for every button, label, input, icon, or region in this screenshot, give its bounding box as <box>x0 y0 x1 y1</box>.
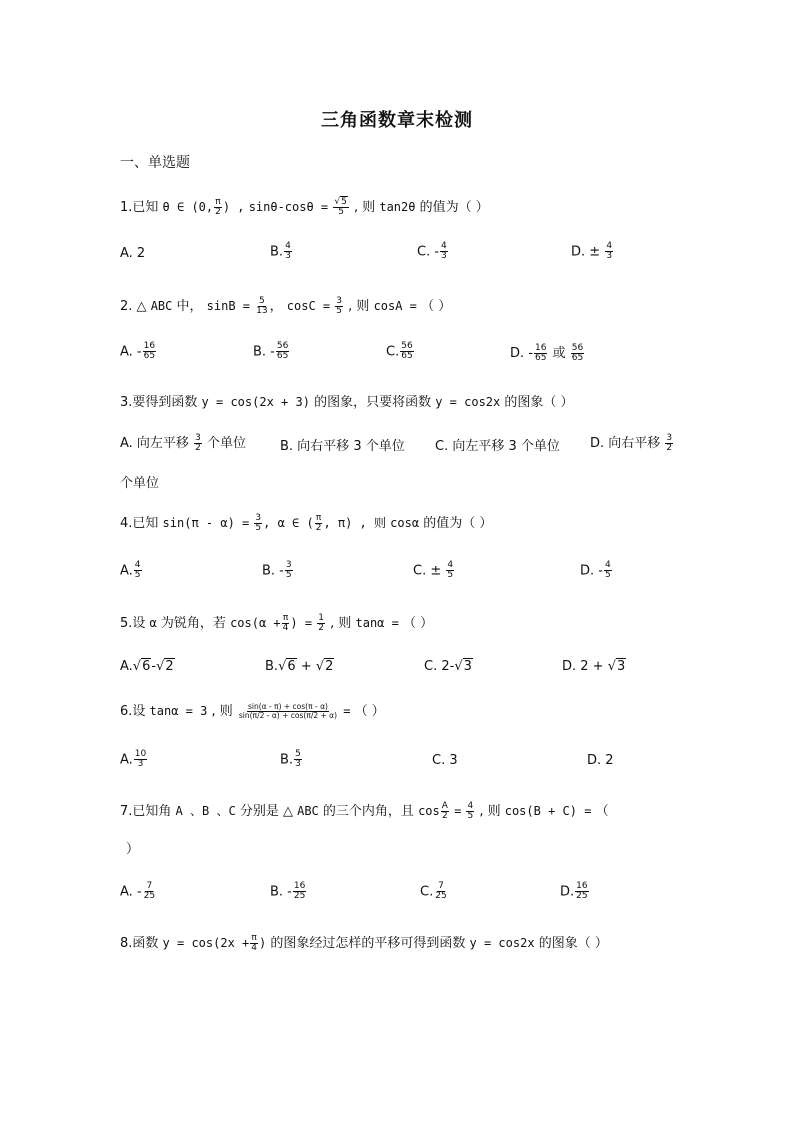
fraction-numerator: π <box>282 612 289 623</box>
q1-prefix: 1.已知 <box>120 200 159 215</box>
q2-target: cosA = <box>373 299 417 313</box>
section-heading: 一、单选题 <box>120 155 190 171</box>
q8-mid: 的图象经过怎样的平移可得到函数 <box>270 936 466 951</box>
question-5 <box>120 612 433 633</box>
question-6 <box>120 700 385 720</box>
fraction-numerator: 3 <box>666 432 673 443</box>
q5-prefix: 5.设 <box>120 616 146 631</box>
q2-option-d[interactable] <box>510 342 585 363</box>
fraction-denominator: 2 <box>318 623 324 633</box>
fraction-numerator: 5 <box>295 749 301 759</box>
option-label: C. ± <box>413 563 442 579</box>
option-fraction <box>440 242 448 262</box>
fraction-denominator: 25 <box>435 891 447 902</box>
q5-value <box>317 614 325 634</box>
q2-separator: ， <box>269 299 283 314</box>
fraction-numerator: 16 <box>576 881 588 891</box>
fraction-numerator: 3 <box>255 512 262 523</box>
fraction-numerator: 3 <box>336 295 343 306</box>
q5-option-d[interactable]: D. 2 + √3 <box>562 659 626 674</box>
question-7 <box>120 800 609 821</box>
q4-option-a[interactable] <box>120 561 143 581</box>
q1-tail: 的值为（ ） <box>419 200 489 215</box>
fraction-numerator: 7 <box>146 881 153 891</box>
q4-value <box>254 514 262 534</box>
fraction-denominator: 5 <box>604 570 611 581</box>
q8-tail: 的图象（ ） <box>538 936 608 951</box>
option-fraction <box>446 561 454 581</box>
option-label: B. - <box>270 884 292 900</box>
q6-tail: （ ） <box>354 704 385 719</box>
option-label: D. <box>560 884 575 900</box>
q2-option-c[interactable] <box>386 342 415 362</box>
q3-mid: 的图象，只要将函数 <box>314 395 432 410</box>
q1-condition: θ ∈ (0, <box>162 200 214 214</box>
q6-option-c[interactable] <box>432 753 458 768</box>
q7-mid-2: 的三个内角，且 <box>322 804 414 819</box>
q2-option-b[interactable] <box>253 342 290 362</box>
fraction-denominator: 25 <box>293 891 306 902</box>
question-4 <box>120 512 492 533</box>
radicand: 5 <box>341 196 347 207</box>
q8-function-2: y = cos2x <box>469 936 535 950</box>
q4-option-d[interactable] <box>580 561 613 581</box>
option-fraction <box>665 434 673 454</box>
fraction-numerator: sin(α - π) + cos(π - α) <box>247 702 328 712</box>
q8-prefix: 8.函数 <box>120 936 159 951</box>
fraction-denominator: 3 <box>441 251 447 262</box>
q1-option-b[interactable] <box>270 242 293 262</box>
option-label: C. 向左平移 3 个单位 <box>435 439 560 454</box>
q2-then: , 则 <box>348 299 370 314</box>
fraction-denominator: 2 <box>666 443 673 453</box>
q1-option-a[interactable] <box>120 246 145 261</box>
fraction-numerator: 16 <box>293 881 306 891</box>
q5-option-c[interactable]: C. 2-√3 <box>424 659 472 674</box>
question-1 <box>120 196 489 217</box>
q4-option-c[interactable] <box>413 561 455 581</box>
q2-option-a[interactable] <box>120 342 157 362</box>
fraction-numerator: 5 <box>259 295 265 306</box>
option-label: A. - <box>120 884 142 900</box>
fraction-denominator: 65 <box>143 351 156 362</box>
q2-sinb: sinB = <box>206 299 251 313</box>
fraction-numerator: 4 <box>447 560 454 570</box>
q7-mid: 分别是 △ <box>239 804 293 819</box>
option-label: A. <box>120 563 133 579</box>
q3-option-b[interactable] <box>280 435 405 454</box>
q1-option-d[interactable] <box>571 242 614 262</box>
option-label: D. 向右平移 <box>590 436 661 451</box>
fraction-numerator: 3 <box>285 560 292 570</box>
fraction-denominator: sin(π/2 - α) + cos(π/2 + α) <box>238 711 338 720</box>
q3-option-a[interactable] <box>120 432 246 453</box>
fraction-denominator: 13 <box>256 306 268 316</box>
option-label: C. 2- <box>424 659 455 674</box>
q7-prefix: 7.已知角 <box>120 804 172 819</box>
fraction-denominator: 3 <box>295 759 301 770</box>
question-7-continued <box>126 838 139 857</box>
fraction-denominator: 25 <box>576 891 588 902</box>
q2-cosc-value <box>335 297 343 317</box>
q5-alpha: α <box>149 616 157 630</box>
fraction-denominator: 65 <box>571 353 584 363</box>
option-label: B. <box>280 752 294 768</box>
option-fraction <box>276 342 289 362</box>
q7-half-angle <box>441 802 449 822</box>
fraction-numerator: 56 <box>571 342 584 353</box>
q4-expression: sin(π - α) = <box>162 516 250 530</box>
fraction-denominator: 5 <box>255 523 262 533</box>
fraction-numerator: π <box>215 196 221 207</box>
q7-tail: （ <box>595 804 609 819</box>
fraction-numerator: 1 <box>318 612 324 623</box>
fraction-denominator: 3 <box>606 251 613 262</box>
option-label: B. <box>270 244 284 260</box>
fraction-denominator: 5 <box>134 570 141 581</box>
fraction-numerator: A <box>441 800 448 811</box>
question-2 <box>120 295 451 316</box>
fraction-numerator: 4 <box>134 560 141 570</box>
option-label: D. - <box>580 563 603 579</box>
option-label: C. <box>386 344 400 360</box>
option-fraction <box>293 882 306 902</box>
q6-prefix: 6.设 <box>120 704 146 719</box>
q8-pi-over-4 <box>250 934 258 954</box>
fraction-numerator: 4 <box>441 241 447 251</box>
q6-fraction-expression <box>238 703 338 720</box>
q5-mid: 为锐角，若 <box>160 616 226 631</box>
question-3 <box>120 391 574 410</box>
option-unit: 个单位 <box>120 476 160 491</box>
q5-option-a[interactable]: A.√6-√2 <box>120 659 174 674</box>
q6-option-a[interactable] <box>120 750 148 770</box>
q2-prefix: 2. △ <box>120 299 147 314</box>
q2-sinb-value <box>255 297 268 317</box>
q5-target: tanα = <box>355 616 399 630</box>
option-label: A. - <box>120 344 142 360</box>
q3-option-c[interactable] <box>435 435 560 454</box>
q3-option-d-continued <box>120 472 159 491</box>
q7-option-c[interactable] <box>420 882 449 902</box>
fraction-denominator: 2 <box>315 523 322 533</box>
option-label: B. - <box>253 344 275 360</box>
option-unit: 个单位 <box>206 436 246 451</box>
option-fraction <box>400 342 413 362</box>
q2-tail: （ ） <box>421 299 452 314</box>
option-fraction <box>534 344 547 364</box>
option-operator: - <box>151 659 157 674</box>
fraction-numerator: 4 <box>467 800 474 811</box>
q7-equals: = <box>454 804 462 818</box>
fraction-denominator: 5 <box>447 570 454 581</box>
option-label: D. 2 <box>587 753 614 768</box>
q5-tail: （ ） <box>403 616 434 631</box>
fraction-denominator: 2 <box>195 443 201 453</box>
option-label: B. 向右平移 3 个单位 <box>280 439 405 454</box>
q4-option-b[interactable] <box>262 561 294 581</box>
option-label: D. 2 + <box>562 659 608 674</box>
q7-triangle: ABC <box>297 804 319 818</box>
q1-then: , 则 <box>353 200 376 215</box>
q3-function-1: y = cos(2x + 3) <box>201 395 310 409</box>
q6-equals: = <box>343 704 351 718</box>
q3-prefix: 3.要得到函数 <box>120 395 198 410</box>
fraction-denominator: 5 <box>336 306 343 316</box>
q4-pi-over-2 <box>315 514 323 534</box>
option-label: D. ± <box>571 244 601 260</box>
fraction-numerator: π <box>251 932 257 943</box>
q5-expression: cos(α + <box>230 616 281 630</box>
option-label: C. 3 <box>432 753 458 768</box>
q4-close: , π) , 则 <box>323 516 387 530</box>
fraction-numerator: √5 <box>334 196 347 207</box>
q6-then: , 则 <box>211 704 233 719</box>
fraction-denominator: 2 <box>441 811 448 821</box>
radicand: 6 <box>142 659 151 674</box>
q3-option-d[interactable] <box>590 432 674 453</box>
option-label: A. 向左平移 <box>120 436 189 451</box>
option-label: B. <box>265 659 279 674</box>
fraction-numerator: 4 <box>606 241 613 251</box>
q5-pi-over-4 <box>282 614 290 634</box>
option-label: A. <box>120 752 133 768</box>
radicand: 2 <box>325 659 334 674</box>
document-title: 三角函数章末检测 <box>321 110 473 131</box>
option-label: C. - <box>417 244 440 260</box>
fraction-denominator: 4 <box>282 623 289 633</box>
q8-function-1: y = cos(2x + <box>162 936 250 950</box>
q4-condition: , α ∈ ( <box>263 516 314 530</box>
option-fraction <box>134 750 147 770</box>
q4-tail: 的值为（ ） <box>423 516 493 531</box>
fraction-numerator: 56 <box>401 341 413 351</box>
option-fraction <box>575 882 588 902</box>
option-label: D. - <box>510 346 533 361</box>
q1-sqrt5-over-5 <box>333 198 348 218</box>
q6-option-d[interactable] <box>587 753 614 768</box>
q1-target: tan2θ <box>379 200 416 214</box>
q1-option-c[interactable] <box>417 242 449 262</box>
radicand: 6 <box>287 659 296 674</box>
option-operator: + <box>296 659 316 674</box>
q7-option-a[interactable] <box>120 882 157 902</box>
option-label: C. <box>420 884 434 900</box>
option-label: A. <box>120 659 133 674</box>
q6-option-b[interactable] <box>280 750 303 770</box>
q7-value <box>466 802 474 822</box>
q1-close: ) , <box>222 200 245 214</box>
fraction-numerator: π <box>315 512 322 523</box>
option-fraction <box>194 434 202 454</box>
q4-prefix: 4.已知 <box>120 516 159 531</box>
q2-triangle: ABC <box>150 299 173 313</box>
fraction-numerator: 10 <box>134 749 147 759</box>
fraction-numerator: 3 <box>195 432 201 443</box>
q6-condition: tanα = 3 <box>149 704 208 718</box>
q5-then: , 则 <box>330 616 352 631</box>
option-fraction-2 <box>571 344 584 364</box>
fraction-denominator: 4 <box>251 943 257 953</box>
fraction-denominator: 65 <box>276 351 289 362</box>
radicand: 2 <box>165 659 174 674</box>
fraction-denominator: 3 <box>285 251 291 262</box>
option-fraction <box>285 561 293 581</box>
q5-option-b[interactable]: B.√6 + √2 <box>265 659 334 674</box>
q7-target: cos(B + C) = <box>504 804 592 818</box>
fraction-numerator: 16 <box>143 341 156 351</box>
fraction-numerator: 4 <box>285 241 291 251</box>
fraction-denominator: 25 <box>143 891 156 902</box>
fraction-numerator: 4 <box>604 560 611 570</box>
q2-cosc: cosC = <box>286 299 331 313</box>
fraction-denominator: 3 <box>137 759 144 770</box>
option-label: A. 2 <box>120 246 146 261</box>
radicand: 3 <box>617 659 626 674</box>
q3-function-2: y = cos2x <box>435 395 501 409</box>
q7-tail-close: ） <box>126 842 140 857</box>
option-fraction <box>605 242 613 262</box>
q7-angles: A 、B 、C <box>175 804 236 818</box>
q2-mid: 中， <box>176 299 203 314</box>
question-8 <box>120 932 608 953</box>
option-fraction <box>294 750 302 770</box>
q7-option-b[interactable] <box>270 882 307 902</box>
option-label: B. - <box>262 563 284 579</box>
option-fraction <box>604 561 612 581</box>
q4-target: cosα <box>390 516 420 530</box>
q1-expression: sinθ-cosθ = <box>248 200 329 214</box>
fraction-denominator: 65 <box>534 353 547 363</box>
q3-tail: 的图象（ ） <box>504 395 574 410</box>
option-fraction <box>434 882 447 902</box>
q5-equals: ) = <box>290 616 313 630</box>
q8-close: ) <box>258 936 267 950</box>
fraction-denominator: 65 <box>401 351 413 362</box>
fraction-numerator: 16 <box>534 342 547 353</box>
fraction-numerator: 7 <box>438 881 444 891</box>
q7-then: , 则 <box>479 804 501 819</box>
option-fraction <box>143 882 156 902</box>
option-fraction <box>134 561 142 581</box>
fraction-denominator: 5 <box>338 207 344 217</box>
radicand: 3 <box>463 659 472 674</box>
fraction-denominator: 5 <box>285 570 292 581</box>
option-fraction <box>284 242 292 262</box>
fraction-numerator: 56 <box>276 341 289 351</box>
q7-cos: cos <box>418 804 440 818</box>
q7-option-d[interactable] <box>560 882 590 902</box>
option-fraction <box>143 342 156 362</box>
fraction-denominator: 5 <box>467 811 474 821</box>
fraction-denominator: 2 <box>215 207 221 217</box>
option-or: 或 <box>552 346 566 361</box>
q1-pi-over-2 <box>214 198 222 218</box>
